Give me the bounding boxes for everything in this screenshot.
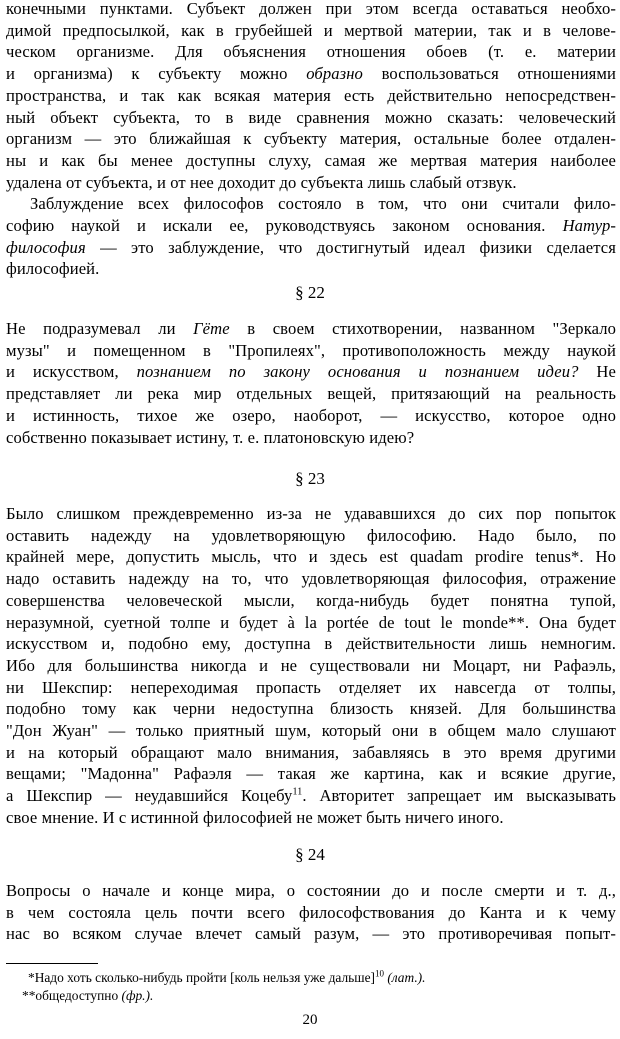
text-line: крайней мере, допустить мысль, что и здесь est quadam prodire tenus*. Но	[6, 547, 616, 567]
italic-word: философия	[6, 237, 86, 257]
footnote-ref: 10	[374, 968, 384, 979]
text-line: философия — это заблуждение, что достигнутый идеал физики сделается	[6, 237, 616, 257]
italic-phrase: познанием по закону основания и познанием идеи?	[136, 362, 579, 382]
text-line: и искусством, познанием по закону основания и познанием идеи? Не	[6, 362, 616, 382]
text-line: представляет ли река мир отдельных вещей, притязающий на реальность	[6, 384, 616, 404]
text-line: ный объект субъекта, то в виде сравнения можно сказать: человеческий	[6, 107, 616, 127]
text-line: Ибо для большинства никогда и не существовали ни Моцарт, ни Рафаэль,	[6, 655, 616, 675]
text-line: философией.	[6, 259, 100, 279]
text-line: Заблуждение всех философов состояло в том, что они считали фило-	[30, 194, 616, 214]
text-line: конечными пунктами. Субъект должен при этом всегда оставаться необхо-	[6, 0, 616, 18]
text-line: а Шекспир — неудавшийся Коцебу$^{11}$. Авторитет запрещает им высказывать	[6, 786, 616, 806]
text-line: свое мнение. И с истинной философией не может быть ничего иного.	[6, 807, 504, 827]
paragraph-continuation	[6, 0, 616, 280]
footnote-1: *Надо хоть сколько-нибудь пройти [коль нельзя уже дальше]$^{10}$ (лат.).	[28, 968, 426, 985]
italic-word: Гёте	[193, 319, 230, 338]
text-line: удалена от субъекта, и от нее доходит до субъекта лишь слабый отзвук.	[6, 172, 517, 192]
text-line: совершенства человеческой мысли, когда-нибудь будет понятна тупой,	[6, 590, 616, 610]
text-line: организм — это ближайшая к субъекту материя, остальные более отдален-	[6, 129, 616, 149]
text-line: Было слишком преждевременно из-за не удававшихся до сих пор попыток	[6, 504, 616, 523]
section-heading-24: § 24	[295, 845, 325, 864]
text-line: димой предпосылкой, как в грубейшей и мертвой материи, так и в челове-	[6, 20, 616, 40]
text-line: Вопросы о начале и конце мира, о состоянии до и после смерти и т. д.,	[6, 881, 616, 900]
italic-word: Натур-	[562, 216, 616, 236]
text-line: вещами; "Мадонна" Рафаэля — такая же картина, как и всякие другие,	[6, 764, 616, 784]
paragraph-section-22	[6, 318, 616, 448]
italic-word: образно	[306, 64, 363, 84]
text-line: и на который обращают мало внимания, забавляясь в это время другими	[6, 742, 616, 762]
text-line: искусством и, подобно ему, доступна в действительности лишь немногим.	[6, 634, 616, 654]
page-number: 20	[302, 1012, 318, 1028]
text-line: Не подразумевал ли Гёте в своем стихотворении, названном "Зеркало	[6, 319, 616, 338]
text-line: ческом организме. Для объяснения отношения обоев (т. е. материи	[6, 42, 616, 62]
footnote-divider	[6, 963, 98, 964]
text-line: оставить надежду на удовлетворяющую философию. Надо было, по	[6, 525, 616, 545]
text-line: подобно тому как черни недоступна близость князей. Для большинства	[6, 699, 616, 719]
text-line: собственно показывает истину, т. е. платоновскую идею?	[6, 427, 415, 447]
text-line: и организма) к субъекту можно образно воспользоваться отношениями	[6, 64, 616, 84]
footnote-2: **общедоступно (фр.).	[22, 988, 154, 1003]
footnote-ref: 11	[292, 786, 303, 798]
text-line: надо оставить надежду на то, что удовлетворяющая философия, отражение	[6, 569, 616, 589]
text-line: неразумной, суетной толпе и будет à la portée de tout le monde**. Она будет	[6, 612, 616, 632]
text-line: в чем состояла цель почти всего философствования до Канта и к чему	[6, 902, 616, 922]
paragraph-section-24	[6, 880, 616, 945]
text-line: "Дон Жуан" — только приятный шум, который они в общем мало слушают	[6, 721, 616, 741]
text-line: и истинность, тихое же озеро, наоборот, — искусство, которое одно	[6, 405, 616, 425]
text-line: софию наукой и искали ее, руководствуясь законом основания. Натур-	[6, 216, 616, 236]
footnotes	[6, 969, 616, 1005]
paragraph-section-23	[6, 503, 616, 829]
text-line: музы" и помещенном в "Пропилеях", противоположность между наукой	[6, 340, 616, 360]
text-line: ны и как бы менее доступны слуху, самая же мертвая материя наиболее	[6, 150, 616, 170]
section-heading-23: § 23	[295, 469, 325, 488]
text-line: нас во всяком случае влечет самый разум, — это противоречивая попыт-	[6, 924, 616, 944]
text-line: пространства, и так как всякая материя есть действительно непосредствен-	[6, 85, 616, 105]
section-heading-22: § 22	[295, 283, 325, 302]
text-line: ни Шекспир: непереходимая пропасть отделяет их навсегда от толпы,	[6, 677, 616, 697]
